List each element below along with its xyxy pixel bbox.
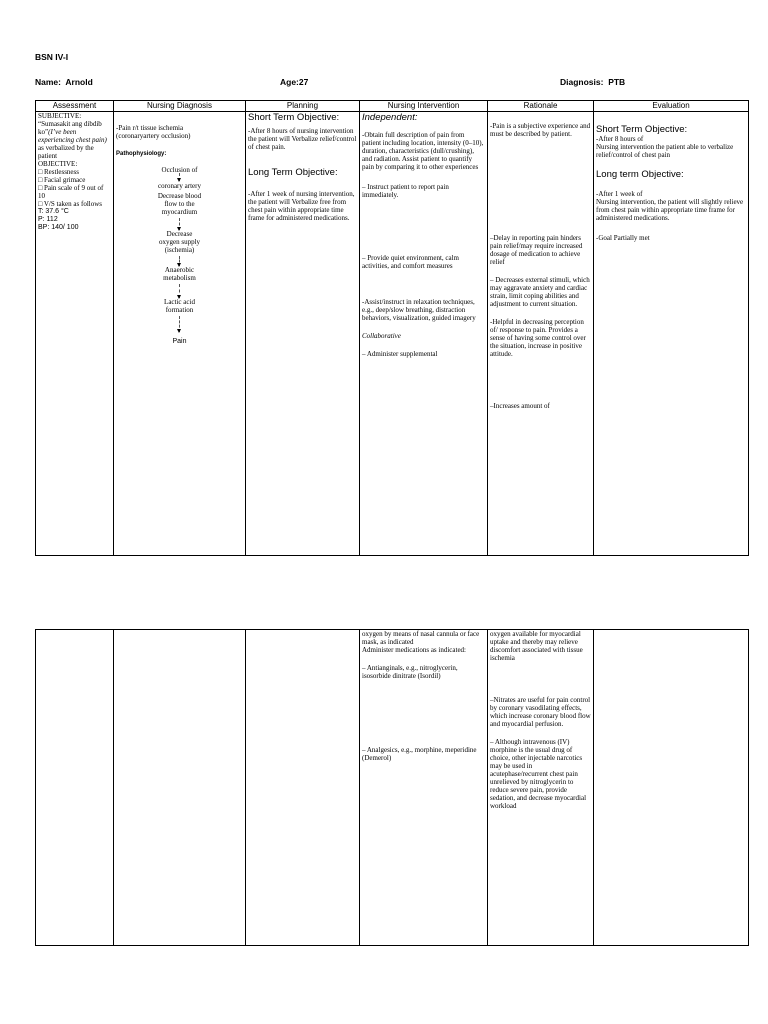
- intervention-item: oxygen by means of nasal cannula or face mask, as indicated Administer medications as indicated:: [362, 630, 480, 654]
- intervention-item: – Administer supplemental: [362, 350, 438, 358]
- short-term-text: -After 8 hours of nursing intervention the patient will Verbalize relief/control of chest pain.: [248, 127, 357, 151]
- col-rationale: Rationale: [488, 101, 594, 112]
- patient-age: [280, 77, 308, 87]
- table-row: [36, 630, 749, 946]
- table-row: [36, 112, 749, 556]
- flow-node: Decrease blood flow to the myocardium: [157, 192, 202, 216]
- cue-item: □ Restlessness: [38, 168, 79, 176]
- short-term-label: Short Term Objective:: [248, 112, 340, 123]
- diagnosis-value: PTB: [608, 77, 626, 87]
- rationale-item: – Decreases external stimuli, which may aggravate anxiety and cardiac strain, limit coping abilities and adjustment to current situation.: [490, 276, 590, 308]
- intervention-item: – Analgesics, e.g., morphine, meperidine (Demerol): [362, 746, 477, 762]
- name-label: Name:: [35, 77, 61, 87]
- rationale-cell: [488, 112, 594, 556]
- arrow-down-icon: [179, 173, 181, 181]
- flow-node: Lactic acid formation: [164, 298, 195, 314]
- intervention-item: -Obtain full description of pain from patient including location, intensity (0–10), duration, characteristics (dull/crushing), and radiation. Assist patient to quantify pain by comparing it to other experiences: [362, 131, 484, 171]
- arrow-down-icon: [179, 316, 181, 332]
- col-nursing-diagnosis: Nursing Diagnosis: [114, 101, 246, 112]
- diagnosis-label: Diagnosis:: [560, 77, 604, 87]
- subjective-label: SUBJECTIVE:: [38, 112, 82, 120]
- cue-item: □ Pain scale of 9 out of 10: [38, 184, 104, 200]
- care-plan-table: [35, 100, 749, 556]
- planning-cell-cont: [246, 630, 360, 946]
- patient-diagnosis: [560, 77, 625, 87]
- subjective-quote: “Sumasakit ang dibdib ko”: [38, 120, 102, 136]
- age-value: 27: [298, 77, 309, 87]
- rationale-item: -Helpful in decreasing perception of/ response to pain. Provides a sense of having some control over the situation, increase in positive attitude.: [490, 318, 586, 358]
- flow-node: Anaerobic metabolism: [163, 266, 196, 282]
- col-planning: Planning: [246, 101, 360, 112]
- diagnosis-cell-cont: [114, 630, 246, 946]
- eval-result: -Goal Partially met: [596, 234, 650, 242]
- rationale-item: – Although intravenous (IV) morphine is the usual drug of choice, other injectable narcotics may be used in acutephase/recurrent chest pain unrelieved by nitroglycerin to reduce severe pain, provide sedation, and decrease myocardial workload: [490, 738, 587, 810]
- rationale-item: –Increases amount of: [490, 402, 550, 410]
- intervention-item: – Instruct patient to report pain immediately.: [362, 183, 449, 199]
- section-label: BSN IV-I: [35, 52, 69, 62]
- col-assessment: Assessment: [36, 101, 114, 112]
- vital-temp: T: 37.6 °C: [38, 208, 69, 215]
- age-label: Age:: [280, 77, 299, 87]
- eval-long-text: -After 1 week of Nursing intervention, the patient will slightly relieve from chest pain within appropriate time frame for administered medications.: [596, 190, 744, 222]
- arrow-down-icon: [179, 284, 181, 298]
- evaluation-cell: [594, 112, 749, 556]
- pathophysiology-flow: [116, 166, 243, 346]
- flow-node: Occlusion of coronary artery: [158, 166, 201, 190]
- eval-short-text: -After 8 hours of Nursing intervention the patient able to verbalize relief/control of chest pain: [596, 135, 734, 159]
- arrow-down-icon: [179, 256, 181, 266]
- collaborative-label: Collaborative: [362, 332, 401, 340]
- intervention-item: -Assist/instruct in relaxation techniques, e.g., deep/slow breathing, distraction behaviors, visualization, guided imagery: [362, 298, 476, 322]
- independent-label: Independent:: [362, 112, 418, 123]
- rationale-item: –Nitrates are useful for pain control by coronary vasodilating effects, which increase coronary blood flow and myocardial perfusion.: [490, 696, 591, 728]
- table-header-row: [36, 101, 749, 112]
- name-value: Arnold: [65, 77, 93, 87]
- rationale-cell-cont: [488, 630, 594, 946]
- vital-pulse: P: 112: [38, 216, 58, 223]
- flow-node: Decrease oxygen supply (ischemia): [158, 230, 201, 254]
- patho-label: Pathophysiology:: [116, 151, 167, 157]
- diagnosis-text: -Pain r/t tissue ischemia (coronaryartery occlusion): [116, 124, 191, 140]
- rationale-item: oxygen available for myocardial uptake and thereby may relieve discomfort associated with tissue ischemia: [490, 630, 583, 662]
- intervention-cell: [360, 112, 488, 556]
- long-term-text: -After 1 week of nursing intervention, the patient will Verbalize free from chest pain within appropriate time frame for administered medications.: [248, 190, 355, 222]
- patient-name: [35, 77, 93, 87]
- arrow-down-icon: [179, 218, 181, 230]
- diagnosis-cell: [114, 112, 246, 556]
- assessment-cell: [36, 112, 114, 556]
- objective-label: OBJECTIVE:: [38, 160, 78, 168]
- intervention-cell-cont: [360, 630, 488, 946]
- rationale-item: –Delay in reporting pain hinders pain relief/may require increased dosage of medication to achieve relief: [490, 234, 583, 266]
- subjective-translation: (I’ve been experiencing chest pain): [38, 128, 107, 144]
- planning-cell: [246, 112, 360, 556]
- evaluation-cell-cont: [594, 630, 749, 946]
- cue-item: □ Facial grimace: [38, 176, 86, 184]
- col-nursing-intervention: Nursing Intervention: [360, 101, 488, 112]
- care-plan-table-continued: [35, 629, 749, 946]
- intervention-item: – Provide quiet environment, calm activities, and comfort measures: [362, 254, 460, 270]
- col-evaluation: Evaluation: [594, 101, 749, 112]
- eval-long-label: Long term Objective:: [596, 169, 684, 180]
- subjective-tail: as verbalized by the patient: [38, 144, 94, 160]
- vital-bp: BP: 140/ 100: [38, 224, 79, 231]
- cue-item: □ V/S taken as follows: [38, 200, 102, 208]
- flow-node: Pain: [172, 338, 187, 345]
- rationale-item: -Pain is a subjective experience and must be described by patient.: [490, 122, 591, 138]
- assessment-cell-cont: [36, 630, 114, 946]
- eval-short-label: Short Term Objective:: [596, 124, 688, 135]
- long-term-label: Long Term Objective:: [248, 167, 338, 178]
- intervention-item: – Antianginals, e.g., nitroglycerin, isosorbide dinitrate (Isordil): [362, 664, 458, 680]
